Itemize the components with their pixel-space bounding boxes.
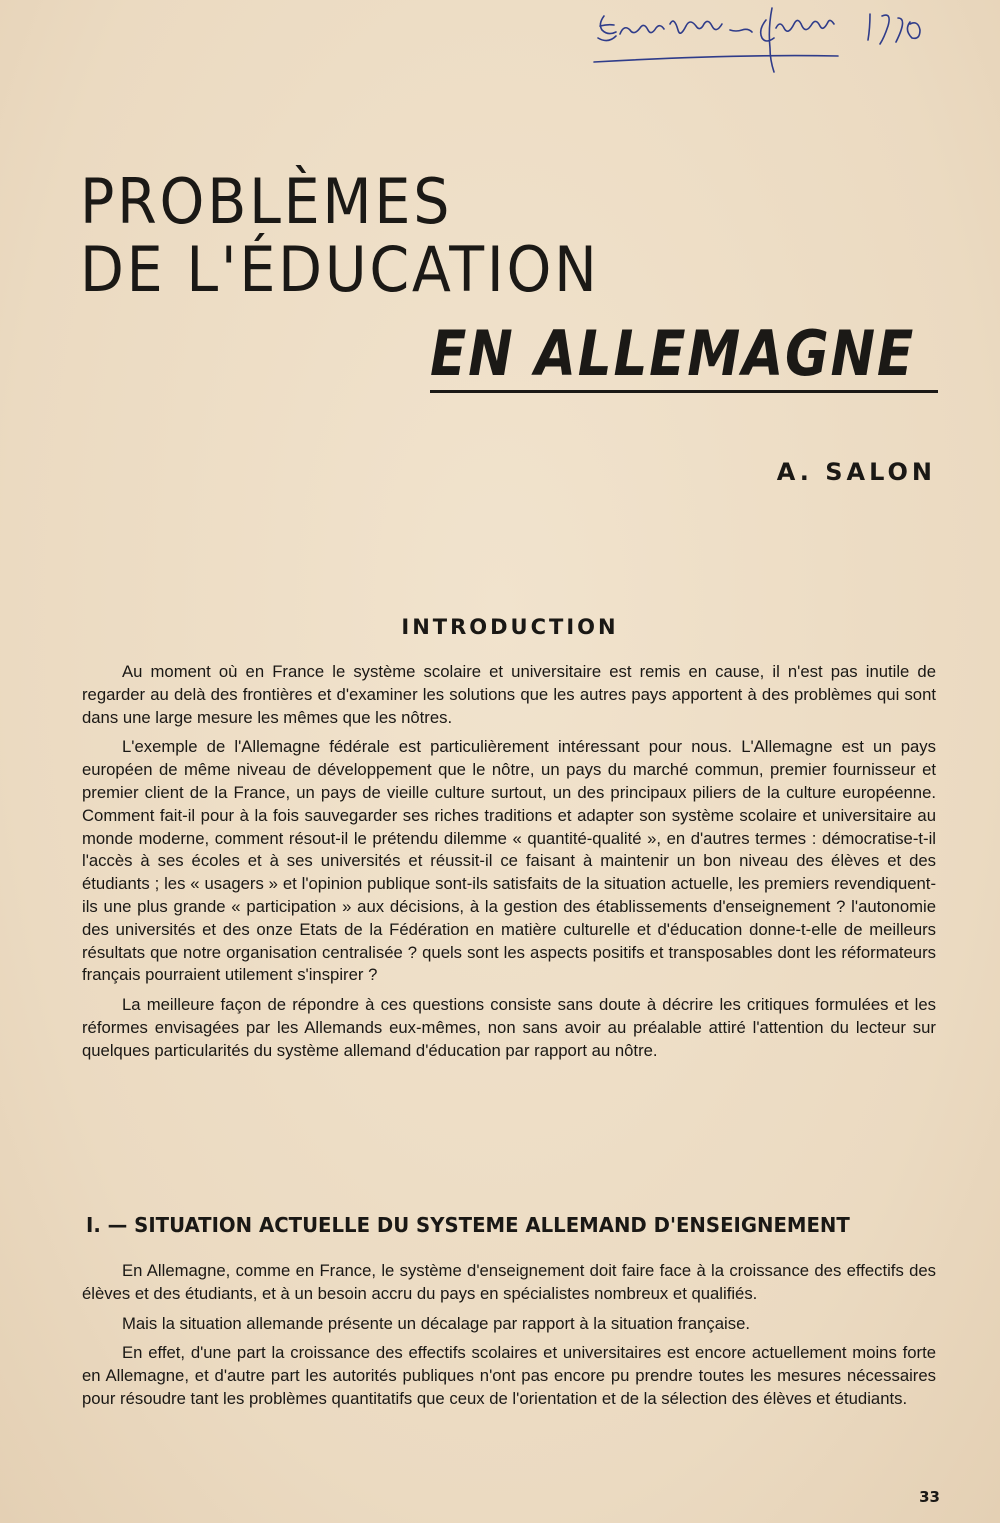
article-title [80,165,940,390]
section-heading: I. — SITUATION ACTUELLE DU SYSTEME ALLEMAND D'ENSEIGNEMENT [86,1213,850,1237]
intro-heading: INTRODUCTION [401,615,619,639]
intro-paragraph: L'exemple de l'Allemagne fédérale est particulièrement intéressant pour nous. L'Allemagne est un pays européen de même niveau de développement que le nôtre, un pays du marché commun, premier fournisseur et premier client de la France, un pays de vieille culture surtout, un des principaux piliers de la culture européenne. Comment fait-il pour à la fois sauvegarder ses riches traditions et adapter son système scolaire et universitaire au monde moderne, comment résout-il le prétendu dilemme « quantité-qualité », en d'autres termes : démocratise-t-il l'accès à ses écoles et à ses universités et réussit-il ce faisant à maintenir un bon niveau des élèves et des étudiants ; les « usagers » et l'opinion publique sont-ils satisfaits de la situation actuelle, les premiers revendiquent-ils une plus grande « participation » aux décisions, à la gestion des établissements d'enseignement ? l'autonomie des universités et des onze Etats de la Fédération en matière culturelle et d'éducation donne-t-elle de meilleurs résultats que notre organisation centralisée ? quels sont les aspects positifs et transposables dont les réformateurs français pourraient utilement s'inspirer ? [82,737,936,985]
page-number: 33 [919,1488,940,1506]
intro-body [82,661,936,1070]
intro-paragraph: La meilleure façon de répondre à ces questions consiste sans doute à décrire les critiques formulées et les réformes envisagées par les Allemands eux-mêmes, non sans avoir au préalable attiré l'attention du lecteur sur quelques particularités du système allemand d'éducation par rapport au nôtre. [82,995,936,1060]
section-body [82,1260,936,1418]
section-paragraph: Mais la situation allemande présente un décalage par rapport à la situation française. [122,1313,751,1333]
title-underline-rule [430,390,938,393]
author-name: A. SALON [776,458,936,486]
title-line-3: EN ALLEMAGNE [430,317,916,390]
title-line-1: PROBLÈMES [80,165,453,238]
title-line-2: DE L'ÉDUCATION [80,233,600,306]
handwritten-annotation [590,4,950,80]
section-paragraph: En effet, d'une part la croissance des effectifs scolaires et universitaires est encore actuellement moins forte en Allemagne, et d'autre part les autorités publiques n'ont pas encore pu prendre toutes les mesures nécessaires pour résoudre tant les problèmes quantitatifs que ceux de l'orientation et de la sélection des élèves et étudiants. [82,1343,936,1408]
section-paragraph: En Allemagne, comme en France, le système d'enseignement doit faire face à la croissance des effectifs des élèves et des étudiants, et à un besoin accru du pays en spécialistes nombreux et qualifiés. [82,1261,936,1303]
handwriting-signature-image [590,4,950,80]
intro-paragraph: Au moment où en France le système scolaire et universitaire est remis en cause, il n'est pas inutile de regarder au delà des frontières et d'examiner les solutions que les autres pays apportent à des problèmes qui sont dans une large mesure les mêmes que les nôtres. [82,662,936,727]
